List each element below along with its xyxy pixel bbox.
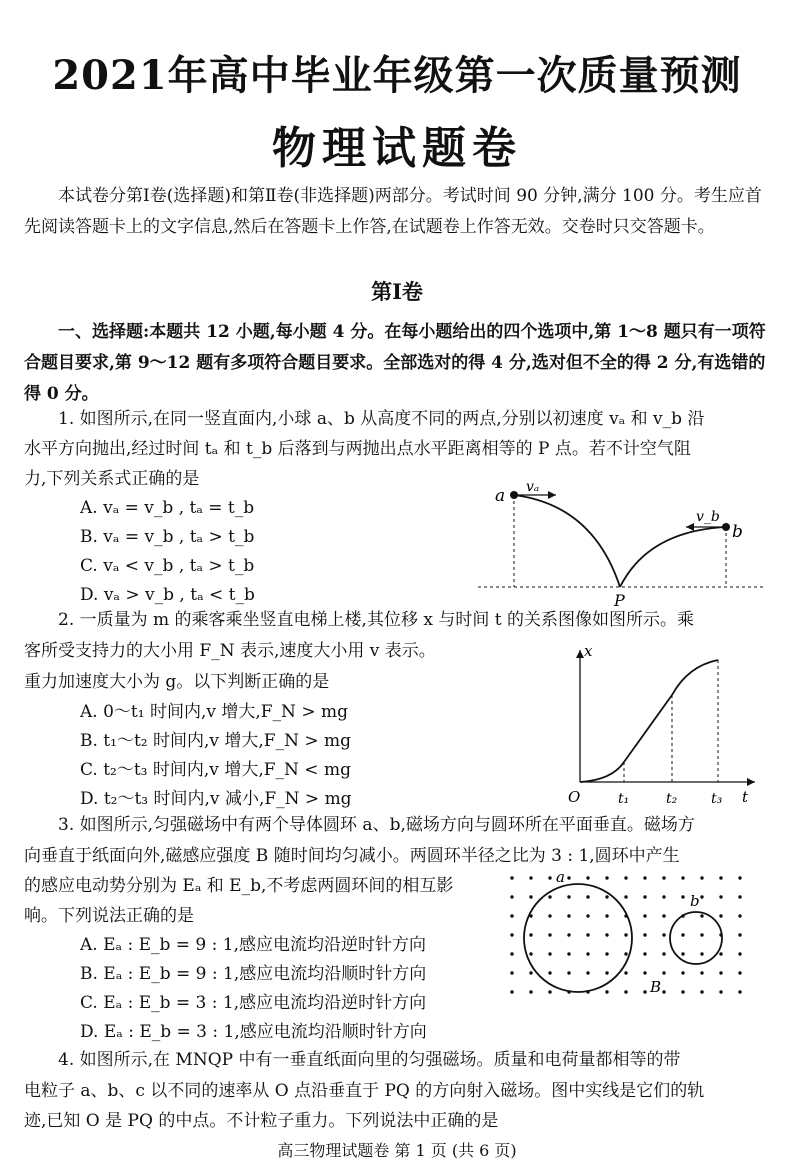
q3-line-2: 向垂直于纸面向外,磁感应强度 B 随时间均匀减小。两圆环半径之比为 3 : 1,圆环中产生 xyxy=(24,846,680,866)
field-dot xyxy=(681,990,684,993)
field-dot xyxy=(700,914,703,917)
field-dot xyxy=(662,914,665,917)
field-dot xyxy=(548,895,551,898)
field-dot xyxy=(529,971,532,974)
field-dot xyxy=(643,990,646,993)
q2-option-c: C. t₂～t₃ 时间内,v 增大,F_N < mg xyxy=(80,760,351,780)
q3-option-a: A. Eₐ : E_b = 9 : 1,感应电流均沿逆时针方向 xyxy=(80,935,427,955)
q1-trajectory-a xyxy=(514,495,620,587)
field-dot xyxy=(719,876,722,879)
field-dot xyxy=(548,952,551,955)
field-dot xyxy=(529,933,532,936)
field-dot xyxy=(605,933,608,936)
field-dot xyxy=(510,876,513,879)
field-dot xyxy=(624,952,627,955)
field-dot xyxy=(624,933,627,936)
field-dot xyxy=(586,952,589,955)
field-dot xyxy=(567,914,570,917)
q2-x-axis-arrow xyxy=(576,650,584,658)
field-dot xyxy=(548,990,551,993)
q3-label-b: b xyxy=(690,892,700,910)
field-dot xyxy=(510,971,513,974)
q3-option-c: C. Eₐ : E_b = 3 : 1,感应电流均沿逆时针方向 xyxy=(80,993,427,1013)
q2-label-t2: t₂ xyxy=(666,791,678,807)
field-dot xyxy=(662,952,665,955)
q1-line-2: 水平方向抛出,经过时间 tₐ 和 t_b 后落到与两抛出点水平距离相等的 P 点。若不计空气阻 xyxy=(24,439,691,459)
field-dot xyxy=(643,914,646,917)
q2-figure xyxy=(560,640,770,810)
q1-arrowhead-vb xyxy=(686,523,694,531)
q1-option-c: C. vₐ < v_b , tₐ > t_b xyxy=(80,556,255,576)
q3-ring-a xyxy=(524,884,632,992)
field-dot xyxy=(586,971,589,974)
field-dot xyxy=(643,952,646,955)
field-dot xyxy=(529,990,532,993)
q2-option-b: B. t₁～t₂ 时间内,v 增大,F_N > mg xyxy=(80,731,352,751)
field-dot xyxy=(700,895,703,898)
field-dot xyxy=(567,971,570,974)
field-dot xyxy=(662,895,665,898)
field-dot xyxy=(719,914,722,917)
field-dot xyxy=(681,952,684,955)
field-dot xyxy=(719,952,722,955)
field-dot xyxy=(605,990,608,993)
field-dot xyxy=(624,895,627,898)
field-dot xyxy=(681,971,684,974)
field-dot xyxy=(700,971,703,974)
q2-line-3: 重力加速度大小为 g。以下判断正确的是 xyxy=(24,672,330,692)
q4-line-2: 电粒子 a、b、c 以不同的速率从 O 点沿垂直于 PQ 的方向射入磁场。图中实线是它们的轨 xyxy=(24,1081,705,1101)
page-footer: 高三物理试题卷 第 1 页 (共 6 页) xyxy=(277,1141,517,1160)
q2-line-2: 客所受支持力的大小用 F_N 表示,速度大小用 v 表示。 xyxy=(24,641,436,661)
field-dot xyxy=(643,933,646,936)
field-dot xyxy=(738,933,741,936)
q2-label-t1: t₁ xyxy=(618,791,630,807)
field-dot xyxy=(605,914,608,917)
q2-label-t: t xyxy=(742,788,749,806)
field-dot xyxy=(624,971,627,974)
q2-option-d: D. t₂～t₃ 时间内,v 减小,F_N > mg xyxy=(80,789,352,809)
field-dot xyxy=(586,895,589,898)
q3-ring-b xyxy=(670,912,722,964)
field-dot xyxy=(738,990,741,993)
field-dot xyxy=(662,990,665,993)
q3-line-3: 的感应电动势分别为 Eₐ 和 E_b,不考虑两圆环间的相互影 xyxy=(24,876,454,896)
q2-label-t3: t₃ xyxy=(711,791,723,807)
field-dot xyxy=(586,914,589,917)
magnetic-field-dots xyxy=(510,876,741,993)
field-dot xyxy=(586,933,589,936)
field-dot xyxy=(700,990,703,993)
field-dot xyxy=(662,876,665,879)
field-dot xyxy=(738,971,741,974)
field-dot xyxy=(548,933,551,936)
exam-subtitle: 物理试题卷 xyxy=(272,123,522,174)
field-dot xyxy=(510,895,513,898)
field-dot xyxy=(548,971,551,974)
field-dot xyxy=(510,990,513,993)
field-dot xyxy=(567,895,570,898)
q1-line-3: 力,下列关系式正确的是 xyxy=(24,469,200,489)
field-dot xyxy=(738,952,741,955)
q1-arrowhead-va xyxy=(548,491,556,499)
field-dot xyxy=(700,876,703,879)
q3-option-b: B. Eₐ : E_b = 9 : 1,感应电流均沿顺时针方向 xyxy=(80,964,427,984)
field-dot xyxy=(738,914,741,917)
q1-label-p: P xyxy=(614,591,625,610)
field-dot xyxy=(529,952,532,955)
q1-trajectory-b xyxy=(620,527,726,587)
q4-line-1: 4. 如图所示,在 MNQP 中有一垂直纸面向里的匀强磁场。质量和电荷量都相等的带 xyxy=(58,1050,681,1070)
q1-label-va: vₐ xyxy=(526,479,540,495)
instructions-paragraph: 一、选择题:本题共 12 小题,每小题 4 分。在每小题给出的四个选项中,第 1～8 题只有一项符合题目要求,第 9～12 题有多项符合题目要求。全部选对的得 4 分,选对但不全的得 2 分,有选错的得 0 分。 xyxy=(24,322,766,404)
q1-label-a: a xyxy=(495,486,506,506)
q1-label-b: b xyxy=(732,522,743,542)
q2-label-x: x xyxy=(584,642,593,660)
q3-label-a: a xyxy=(556,868,565,886)
field-dot xyxy=(681,876,684,879)
q2-label-o: O xyxy=(568,788,581,806)
field-dot xyxy=(681,895,684,898)
field-dot xyxy=(624,876,627,879)
field-dot xyxy=(567,933,570,936)
field-dot xyxy=(510,933,513,936)
field-dot xyxy=(605,971,608,974)
field-dot xyxy=(681,933,684,936)
field-dot xyxy=(700,952,703,955)
field-dot xyxy=(529,895,532,898)
field-dot xyxy=(567,876,570,879)
q1-option-a: A. vₐ = v_b , tₐ = t_b xyxy=(80,498,255,518)
q3-label-B: B xyxy=(650,978,662,996)
q2-xt-curve xyxy=(580,660,718,782)
field-dot xyxy=(605,895,608,898)
field-dot xyxy=(700,933,703,936)
field-dot xyxy=(510,914,513,917)
field-dot xyxy=(529,876,532,879)
field-dot xyxy=(738,895,741,898)
field-dot xyxy=(548,876,551,879)
q3-line-4: 响。下列说法正确的是 xyxy=(24,906,194,926)
field-dot xyxy=(719,971,722,974)
q1-option-d: D. vₐ > v_b , tₐ < t_b xyxy=(80,585,255,605)
field-dot xyxy=(586,876,589,879)
field-dot xyxy=(510,952,513,955)
field-dot xyxy=(605,952,608,955)
exam-title: 2021年高中毕业年级第一次质量预测 xyxy=(52,52,742,99)
field-dot xyxy=(643,971,646,974)
q3-line-1: 3. 如图所示,匀强磁场中有两个导体圆环 a、b,磁场方向与圆环所在平面垂直。磁场方 xyxy=(58,815,695,835)
q2-option-a: A. 0～t₁ 时间内,v 增大,F_N > mg xyxy=(80,702,348,722)
q3-option-d: D. Eₐ : E_b = 3 : 1,感应电流均沿顺时针方向 xyxy=(80,1022,427,1042)
field-dot xyxy=(643,895,646,898)
field-dot xyxy=(548,914,551,917)
field-dot xyxy=(605,876,608,879)
field-dot xyxy=(662,971,665,974)
field-dot xyxy=(567,952,570,955)
q1-label-vb: v_b xyxy=(696,509,720,525)
section-title: 第Ⅰ卷 xyxy=(371,279,423,304)
q2-t-axis-arrow xyxy=(747,778,755,786)
field-dot xyxy=(738,876,741,879)
intro-paragraph: 本试卷分第Ⅰ卷(选择题)和第Ⅱ卷(非选择题)两部分。考试时间 90 分钟,满分 100 分。考生应首先阅读答题卡上的文字信息,然后在答题卡上作答,在试题卷上作答无效。交卷时只交答题卡。 xyxy=(24,186,762,237)
q1-line-1: 1. 如图所示,在同一竖直面内,小球 a、b 从高度不同的两点,分别以初速度 vₐ 和 v_b 沿 xyxy=(58,409,705,429)
q2-line-1: 2. 一质量为 m 的乘客乘坐竖直电梯上楼,其位移 x 与时间 t 的关系图像如图所示。乘 xyxy=(58,610,694,630)
field-dot xyxy=(662,933,665,936)
q4-line-3: 迹,已知 O 是 PQ 的中点。不计粒子重力。下列说法中正确的是 xyxy=(24,1111,499,1131)
q1-option-b: B. vₐ = v_b , tₐ > t_b xyxy=(80,527,255,547)
field-dot xyxy=(719,895,722,898)
field-dot xyxy=(643,876,646,879)
q3-figure xyxy=(500,868,755,1013)
field-dot xyxy=(624,990,627,993)
field-dot xyxy=(719,990,722,993)
